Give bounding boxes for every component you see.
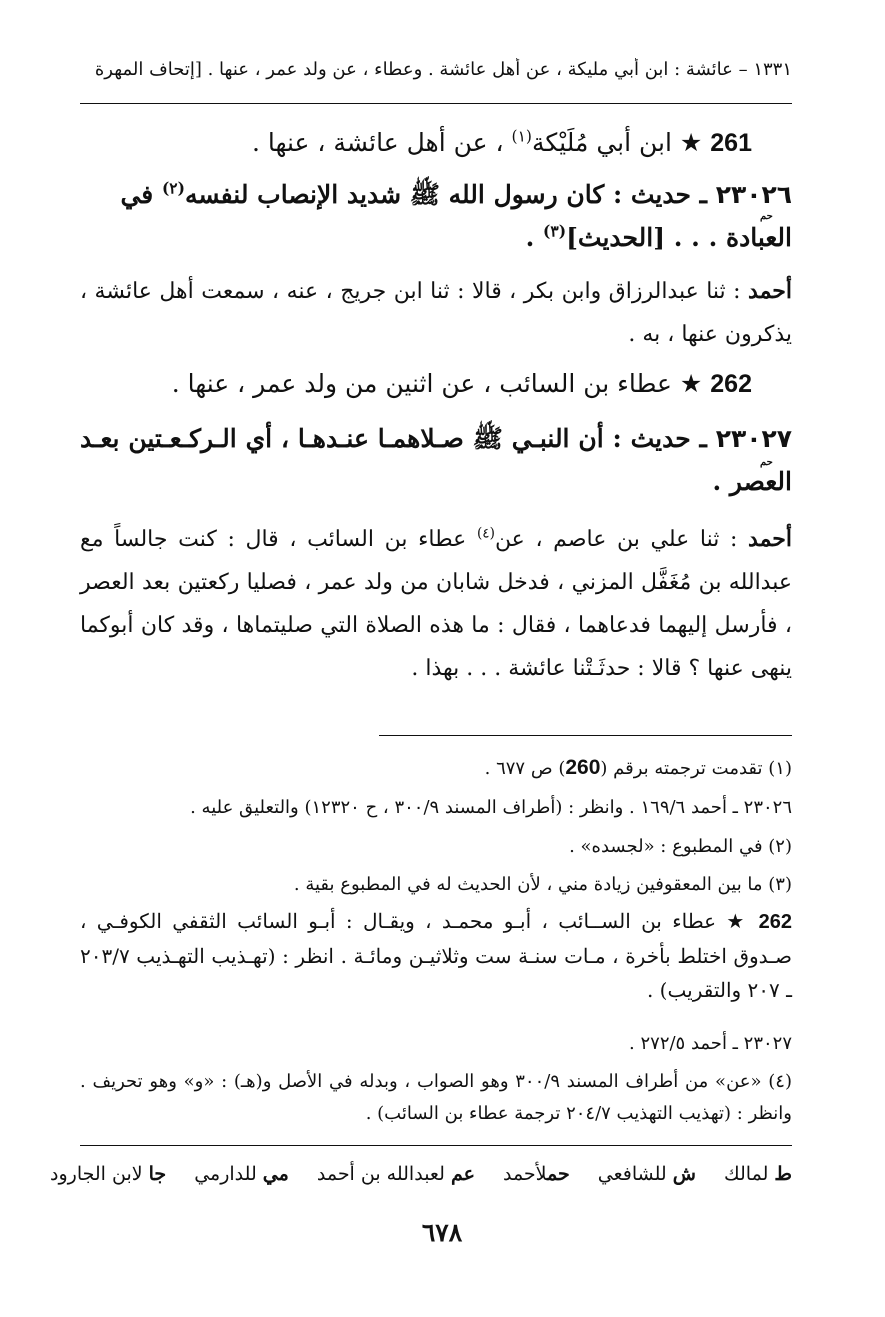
footnote-marker: (١) bbox=[511, 127, 532, 146]
narrator-number: 261 bbox=[710, 129, 752, 157]
siglum-label: لابن الجارود bbox=[50, 1163, 143, 1185]
source-siglum-mark: حم bbox=[760, 457, 773, 468]
isnad-part1: : ثنا علي بن عاصم ، عن bbox=[494, 527, 749, 552]
footnote-marker: (٤) bbox=[476, 525, 495, 542]
hadith-title-23027 bbox=[80, 417, 792, 503]
footnote-rule bbox=[379, 735, 792, 736]
narrator-note-262 bbox=[80, 904, 792, 1007]
footnote-marker: (٣) bbox=[543, 221, 567, 241]
footnote-4: (٤) «عن» من أطراف المسند ٣٠٠/٩ وهو الصواب ، وبدله في الأصل و(هـ) : «و» وهو تحريف . وانظر : (تهذيب التهذيب ٢٠٤/٧ ترجمة عطاء بن السائب) . bbox=[80, 1071, 792, 1124]
siglum-item bbox=[503, 1163, 570, 1185]
footnote-1-pre: (١) تقدمت ترجمته برقم ( bbox=[600, 758, 792, 779]
hadith-title-line2-end: . bbox=[525, 223, 544, 252]
siglum-item bbox=[724, 1163, 792, 1185]
source-siglum-mark: حم bbox=[760, 211, 773, 222]
siglum-label: للشافعي bbox=[597, 1163, 667, 1185]
siglum-abbr: مي bbox=[262, 1163, 289, 1185]
siglum-label: للدارمي bbox=[194, 1163, 257, 1185]
star-icon: ★ bbox=[679, 369, 703, 398]
narrator-number: 262 bbox=[710, 370, 752, 398]
hadith-title-line2: العبادة . . . [الحديث] bbox=[566, 223, 792, 252]
source-lead: أحمد bbox=[748, 526, 792, 552]
siglum-abbr: ش bbox=[672, 1163, 696, 1185]
siglum-item bbox=[194, 1163, 289, 1185]
page-number: ٦٧٨ bbox=[421, 1218, 463, 1247]
narrator-name: ابن أبي مُلَيْكة bbox=[531, 128, 672, 157]
siglum-label: لمالك bbox=[724, 1163, 769, 1185]
hadith-title-text: ـ حديث : أن النبـي ﷺ صـلاهمـا عنـدهـا ، أي الـركـعـتين بعـد العصر . bbox=[80, 424, 792, 496]
isnad: : ثنا عبدالرزاق وابن بكر ، قالا : ثنا ابن جريج ، عنه ، سمعت أهل عائشة ، يذكرون عنها ، به . bbox=[80, 279, 792, 347]
footnote-2: (٢) في المطبوع : «لجسده» . bbox=[569, 836, 792, 857]
siglum-abbr: ط bbox=[774, 1163, 792, 1185]
siglum-abbr: عم bbox=[450, 1163, 475, 1185]
narrator-rest: ، عن أهل عائشة ، عنها . bbox=[251, 128, 512, 157]
footnote-1-number: 260 bbox=[565, 756, 601, 779]
siglum-abbr: جا bbox=[148, 1163, 167, 1185]
isnad-text-23026 bbox=[80, 270, 792, 356]
footnote-marker: (٢) bbox=[161, 178, 185, 198]
siglum-abbr: حم bbox=[547, 1163, 570, 1185]
siglum-label: لأحمد bbox=[502, 1163, 548, 1185]
header-rule bbox=[80, 103, 792, 104]
star-icon: ★ bbox=[726, 909, 749, 933]
isnad-part2: عطاء بن السائب ، قال : كنت جالساً مع عبدالله بن مُغَفَّل المزني ، فدخل شابان من ولد عمر ، فصليا ركعتين بعد العصر ، فأرسل إليهما فدعاهما ، فقال : ما هذه الصلاة التي صليتماها ، وقد كان أبوكما ينهى عنها ؟ قالا : حدثَـتْنا عائشة . . . بهذا . bbox=[80, 527, 792, 681]
footnote-3: (٣) ما بين المعقوفين زيادة مني ، لأن الحديث له في المطبوع بقية . bbox=[293, 874, 792, 895]
siglum-item bbox=[598, 1163, 696, 1185]
narrator-name: عطاء بن السائب ، عن اثنين من ولد عمر ، عنها . bbox=[171, 369, 672, 398]
hadith-title-line1-end: في bbox=[120, 180, 162, 209]
narrator-note-text: عطاء بن الســائب ، أبـو محمـد ، ويقـال : أبـو السائب الثقفي الكوفـي ، صـدوق اختلط بأخرة ، مـات سنـة ست وثلاثيـن ومائـة . انظر : (تهـذيب التهـذيب ٢٠٣/٧ ـ ٢٠٧ والتقريب) . bbox=[80, 909, 792, 1002]
footnote-1-post: ) ص ٦٧٧ . bbox=[484, 758, 566, 779]
star-icon: ★ bbox=[679, 128, 703, 157]
hadith-title-23026 bbox=[80, 173, 792, 259]
sigla-legend bbox=[50, 1160, 792, 1188]
sigla-rule bbox=[80, 1145, 792, 1146]
source-lead: أحمد bbox=[748, 278, 792, 304]
narrator-number: 262 bbox=[758, 911, 793, 933]
hadith-number: ٢٣٠٢٦ bbox=[715, 180, 792, 209]
siglum-item bbox=[50, 1163, 166, 1185]
running-head: ١٣٣١ – عائشة : ابن أبي مليكة ، عن أهل عائشة . وعطاء ، عن ولد عمر ، عنها . [إتحاف المهرة bbox=[94, 59, 792, 80]
narrator-heading-262 bbox=[80, 367, 792, 401]
siglum-item bbox=[317, 1163, 475, 1185]
hadith-number: ٢٣٠٢٧ bbox=[715, 424, 792, 453]
reference-23027: ٢٣٠٢٧ ـ أحمد ٢٧٢/٥ . bbox=[629, 1033, 792, 1054]
narrator-heading-261 bbox=[80, 126, 792, 160]
reference-23026: ٢٣٠٢٦ ـ أحمد ١٦٩/٦ . وانظر : (أطراف المسند ٣٠٠/٩ ، ح ١٢٣٢٠) والتعليق عليه . bbox=[190, 797, 792, 818]
isnad-text-23027 bbox=[80, 518, 792, 690]
hadith-title-line1: ـ حديث : كان رسول الله ﷺ شديد الإنصاب لنفسه bbox=[184, 180, 716, 209]
footnote-1 bbox=[80, 752, 792, 785]
siglum-label: لعبدالله بن أحمد bbox=[316, 1163, 445, 1185]
